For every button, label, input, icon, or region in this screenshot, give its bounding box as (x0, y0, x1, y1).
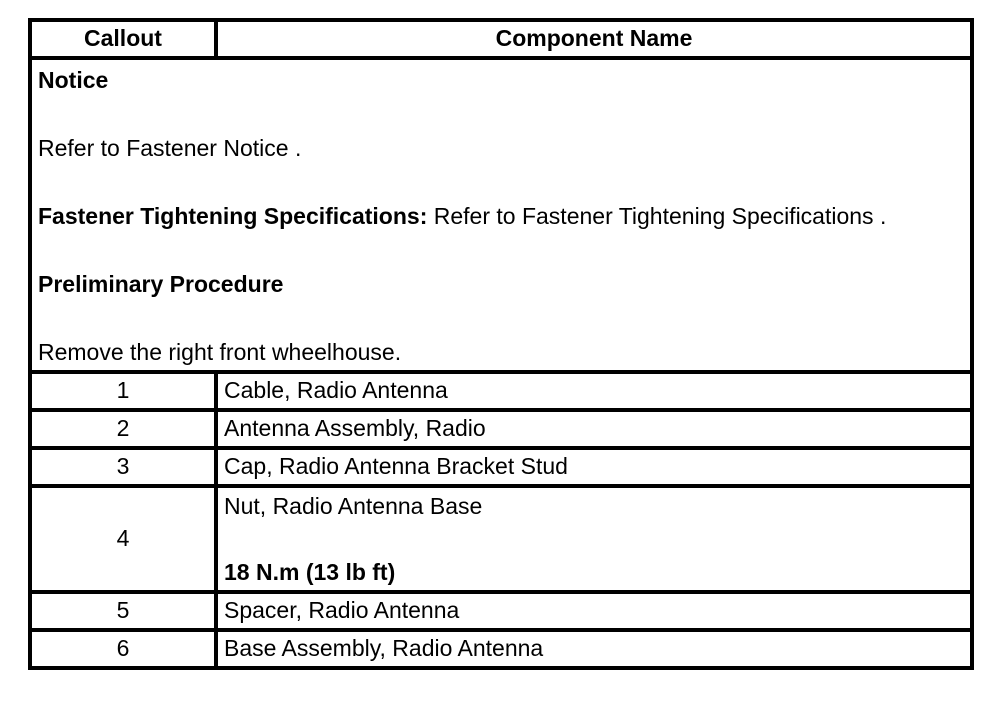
fastener-notice-reference: Refer to Fastener Notice . (38, 135, 302, 161)
table-row (30, 448, 972, 486)
preliminary-procedure-step: Remove the right front wheelhouse. (38, 339, 402, 365)
table-row (30, 630, 972, 668)
callout-number: 4 (30, 486, 216, 592)
notice-heading: Notice (38, 67, 109, 93)
torque-specification: 18 N.m (13 lb ft) (224, 559, 396, 585)
component-name: Nut, Radio Antenna Base (224, 493, 483, 519)
spacer (38, 94, 964, 134)
component-name: Spacer, Radio Antenna (216, 592, 972, 630)
component-name: Cap, Radio Antenna Bracket Stud (216, 448, 972, 486)
spacer (38, 298, 964, 338)
callout-number: 6 (30, 630, 216, 668)
callout-column-header: Callout (30, 20, 216, 58)
component-name: Base Assembly, Radio Antenna (216, 630, 972, 668)
fastener-spec-colon: : (419, 203, 428, 229)
table-row (30, 410, 972, 448)
callout-number: 1 (30, 372, 216, 410)
spacer (224, 520, 964, 558)
notice-row (30, 58, 972, 372)
table-row (30, 592, 972, 630)
component-name-cell (216, 486, 972, 592)
notice-cell (30, 58, 972, 372)
fastener-spec-reference: Refer to Fastener Tightening Specifications . (427, 203, 887, 229)
component-table-container (28, 18, 970, 670)
callout-number: 2 (30, 410, 216, 448)
spacer (38, 230, 964, 270)
fastener-spec-label: Fastener Tightening Specifications (38, 203, 420, 229)
callout-number: 5 (30, 592, 216, 630)
preliminary-procedure-heading: Preliminary Procedure (38, 271, 284, 297)
component-table (28, 18, 974, 670)
component-name: Cable, Radio Antenna (216, 372, 972, 410)
component-name-column-header: Component Name (216, 20, 972, 58)
callout-number: 3 (30, 448, 216, 486)
spacer (38, 162, 964, 202)
table-header-row (30, 20, 972, 58)
component-name: Antenna Assembly, Radio (216, 410, 972, 448)
table-row (30, 372, 972, 410)
table-row (30, 486, 972, 592)
fastener-spec-line (38, 202, 964, 230)
